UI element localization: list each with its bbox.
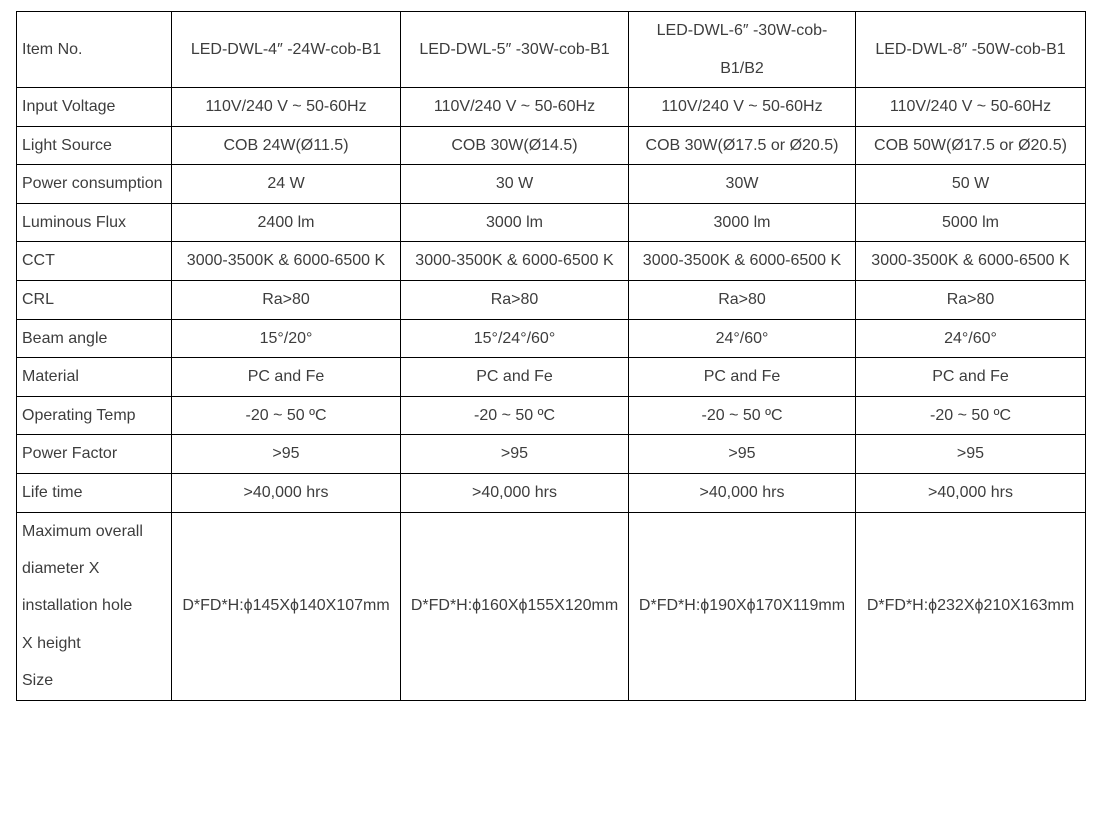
row-label-cct: CCT [17, 242, 172, 281]
table-row-power-factor [17, 435, 1086, 474]
spec-cell: COB 50W(Ø17.5 or Ø20.5) [856, 126, 1086, 165]
size-label-line: Size [22, 672, 54, 690]
spec-cell: -20 ~ 50 ºC [629, 396, 856, 435]
spec-cell: 110V/240 V ~ 50-60Hz [856, 88, 1086, 127]
spec-cell-size: D*FD*H:ϕ160Xϕ155X120mm [401, 512, 629, 700]
spec-cell: >95 [629, 435, 856, 474]
spec-cell: >95 [856, 435, 1086, 474]
row-label-life-time: Life time [17, 473, 172, 512]
spec-cell: 3000 lm [401, 203, 629, 242]
row-label-size [17, 512, 172, 700]
spec-cell: PC and Fe [856, 358, 1086, 397]
product-model-5in: LED-DWL-5″ -30W-cob-B1 [401, 12, 629, 88]
spec-cell: 30W [629, 165, 856, 204]
table-row-power-consumption [17, 165, 1086, 204]
spec-cell: >40,000 hrs [856, 473, 1086, 512]
size-label-line: installation hole [22, 597, 133, 615]
spec-cell: -20 ~ 50 ºC [172, 396, 401, 435]
spec-cell: Ra>80 [629, 280, 856, 319]
row-label-luminous-flux: Luminous Flux [17, 203, 172, 242]
size-label-line: diameter X [22, 559, 100, 577]
spec-cell: >40,000 hrs [172, 473, 401, 512]
row-label-beam-angle: Beam angle [17, 319, 172, 358]
spec-cell: 5000 lm [856, 203, 1086, 242]
product-model-6in-text: LED-DWL-6″ -30W-cob-B1/B2 [656, 22, 828, 77]
led-spec-table [16, 11, 1086, 701]
spec-cell: >95 [401, 435, 629, 474]
row-label-power-consumption: Power consumption [17, 165, 172, 204]
table-row-input-voltage [17, 88, 1086, 127]
spec-cell: -20 ~ 50 ºC [856, 396, 1086, 435]
spec-cell: Ra>80 [401, 280, 629, 319]
spec-cell: 110V/240 V ~ 50-60Hz [401, 88, 629, 127]
spec-cell: COB 30W(Ø14.5) [401, 126, 629, 165]
spec-cell: 3000-3500K & 6000-6500 K [172, 242, 401, 281]
table-row-material [17, 358, 1086, 397]
spec-cell: PC and Fe [629, 358, 856, 397]
spec-cell: PC and Fe [172, 358, 401, 397]
spec-cell: 15°/20° [172, 319, 401, 358]
spec-cell: 24°/60° [629, 319, 856, 358]
spec-cell-size: D*FD*H:ϕ232Xϕ210X163mm [856, 512, 1086, 700]
table-row-luminous-flux [17, 203, 1086, 242]
spec-cell: -20 ~ 50 ºC [401, 396, 629, 435]
row-label-crl: CRL [17, 280, 172, 319]
spec-cell: 110V/240 V ~ 50-60Hz [172, 88, 401, 127]
spec-cell: 2400 lm [172, 203, 401, 242]
table-row-life-time [17, 473, 1086, 512]
spec-cell: >40,000 hrs [629, 473, 856, 512]
spec-cell: 50 W [856, 165, 1086, 204]
size-label-line: Maximum overall [22, 522, 143, 540]
table-row-cct [17, 242, 1086, 281]
spec-cell: >95 [172, 435, 401, 474]
product-model-4in: LED-DWL-4″ -24W-cob-B1 [172, 12, 401, 88]
spec-cell: Ra>80 [856, 280, 1086, 319]
row-label-input-voltage: Input Voltage [17, 88, 172, 127]
table-row-item-no [17, 12, 1086, 88]
spec-cell: 110V/240 V ~ 50-60Hz [629, 88, 856, 127]
table-row-operating-temp [17, 396, 1086, 435]
spec-cell: 3000 lm [629, 203, 856, 242]
spec-cell-size: D*FD*H:ϕ145Xϕ140X107mm [172, 512, 401, 700]
row-label-light-source: Light Source [17, 126, 172, 165]
table-row-crl [17, 280, 1086, 319]
row-label-material: Material [17, 358, 172, 397]
row-label-power-factor: Power Factor [17, 435, 172, 474]
spec-cell-size: D*FD*H:ϕ190Xϕ170X119mm [629, 512, 856, 700]
table-row-beam-angle [17, 319, 1086, 358]
product-model-6in [629, 12, 856, 88]
spec-cell: Ra>80 [172, 280, 401, 319]
spec-cell: 3000-3500K & 6000-6500 K [856, 242, 1086, 281]
spec-cell: >40,000 hrs [401, 473, 629, 512]
spec-cell: 30 W [401, 165, 629, 204]
spec-cell: 24°/60° [856, 319, 1086, 358]
product-model-8in: LED-DWL-8″ -50W-cob-B1 [856, 12, 1086, 88]
spec-cell: COB 30W(Ø17.5 or Ø20.5) [629, 126, 856, 165]
spec-cell: 15°/24°/60° [401, 319, 629, 358]
table-row-size [17, 512, 1086, 700]
spec-cell: COB 24W(Ø11.5) [172, 126, 401, 165]
row-label-item-no: Item No. [17, 12, 172, 88]
size-label-line: X height [22, 634, 81, 652]
spec-cell: 3000-3500K & 6000-6500 K [401, 242, 629, 281]
spec-cell: PC and Fe [401, 358, 629, 397]
spec-cell: 24 W [172, 165, 401, 204]
table-row-light-source [17, 126, 1086, 165]
row-label-operating-temp: Operating Temp [17, 396, 172, 435]
spec-cell: 3000-3500K & 6000-6500 K [629, 242, 856, 281]
